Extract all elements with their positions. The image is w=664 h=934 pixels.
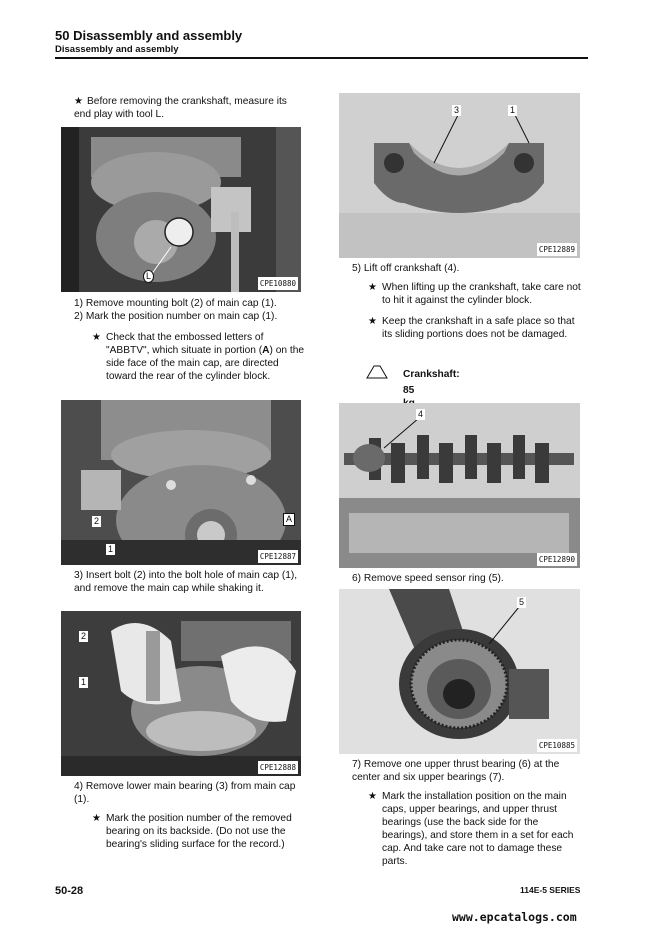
note-embossed: ★ Check that the embossed letters of "ABBTV", which situate in portion (A) on the side face of the main cap, are directed toward the rear of the cylinder block. xyxy=(92,332,305,382)
step-7: 7) Remove one upper thrust bearing (6) at the center and six upper bearings (7). xyxy=(352,759,560,783)
callout-1: 1 xyxy=(108,544,114,554)
star-icon: ★ xyxy=(92,332,102,343)
step-1: 1) Remove mounting bolt (2) of main cap (1). xyxy=(74,298,277,309)
figure-main-cap-bearing xyxy=(339,93,580,258)
figure-code: CPE10880 xyxy=(259,279,296,288)
callout-1: 1 xyxy=(81,677,87,687)
star-icon: ★ xyxy=(92,813,102,824)
callout-2: 2 xyxy=(81,631,87,641)
figure-code: CPE12890 xyxy=(538,555,575,564)
star-icon: ★ xyxy=(368,791,378,802)
note-lift: ★ When lifting up the crankshaft, take care not to hit it against the cylinder block. xyxy=(368,282,581,306)
note-safe: ★ Keep the crankshaft in a safe place so that its sliding portions does not be damaged. xyxy=(368,316,575,340)
callout-1: 1 xyxy=(510,105,516,115)
weight-value: 85 xyxy=(403,385,415,396)
page-number: 50-28 xyxy=(55,885,84,897)
callout-A: A xyxy=(283,513,295,526)
series-name: 114E-5 SERIES xyxy=(520,885,581,895)
note-mark: ★ Mark the installation position on the main caps, upper bearings, and upper thrust bearings (use the back side for the bearings), and store them in a set for each cap. And take care not to damage these parts. xyxy=(368,791,574,867)
step-5: 5) Lift off crankshaft (4). xyxy=(352,263,460,274)
callout-5: 5 xyxy=(519,597,525,607)
callout-3: 3 xyxy=(454,105,460,115)
star-icon: ★ xyxy=(368,282,378,293)
figure-code: CPE12888 xyxy=(259,763,296,772)
weight-icon xyxy=(366,365,388,379)
page-subtitle: Disassembly and assembly xyxy=(55,44,179,55)
note-endplay: ★ Before removing the crankshaft, measure its end play with tool L. xyxy=(74,96,287,120)
star-icon: ★ xyxy=(368,316,378,327)
watermark-link[interactable]: www.epcatalogs.com xyxy=(452,910,577,924)
weight-label: Crankshaft: xyxy=(403,369,460,380)
header-rule xyxy=(55,57,588,59)
callout-L: L xyxy=(143,270,154,283)
figure-endplay-measurement xyxy=(61,127,301,292)
step-3: 3) Insert bolt (2) into the bolt hole of main cap (1), and remove the main cap while shaking it. xyxy=(74,570,298,594)
figure-crankshaft xyxy=(339,403,580,568)
callout-2: 2 xyxy=(94,516,100,526)
step-6: 6) Remove speed sensor ring (5). xyxy=(352,573,504,584)
figure-main-cap xyxy=(61,400,301,565)
page-title: 50 Disassembly and assembly xyxy=(55,28,243,43)
callout-4: 4 xyxy=(418,409,424,419)
star-icon: ★ xyxy=(74,96,84,107)
note-bearing: ★ Mark the position number of the removed bearing on its backside. (Do not use the bearing's sliding surface for the record.) xyxy=(92,813,292,850)
step-2: 2) Mark the position number on main cap (1). xyxy=(74,311,278,322)
figure-code: CPE10885 xyxy=(538,741,575,750)
figure-remove-cap xyxy=(61,611,301,776)
step-4: 4) Remove lower main bearing (3) from main cap (1). xyxy=(74,781,296,805)
figure-code: CPE12887 xyxy=(259,552,296,561)
figure-speed-sensor-ring xyxy=(339,589,580,754)
figure-code: CPE12889 xyxy=(538,245,575,254)
